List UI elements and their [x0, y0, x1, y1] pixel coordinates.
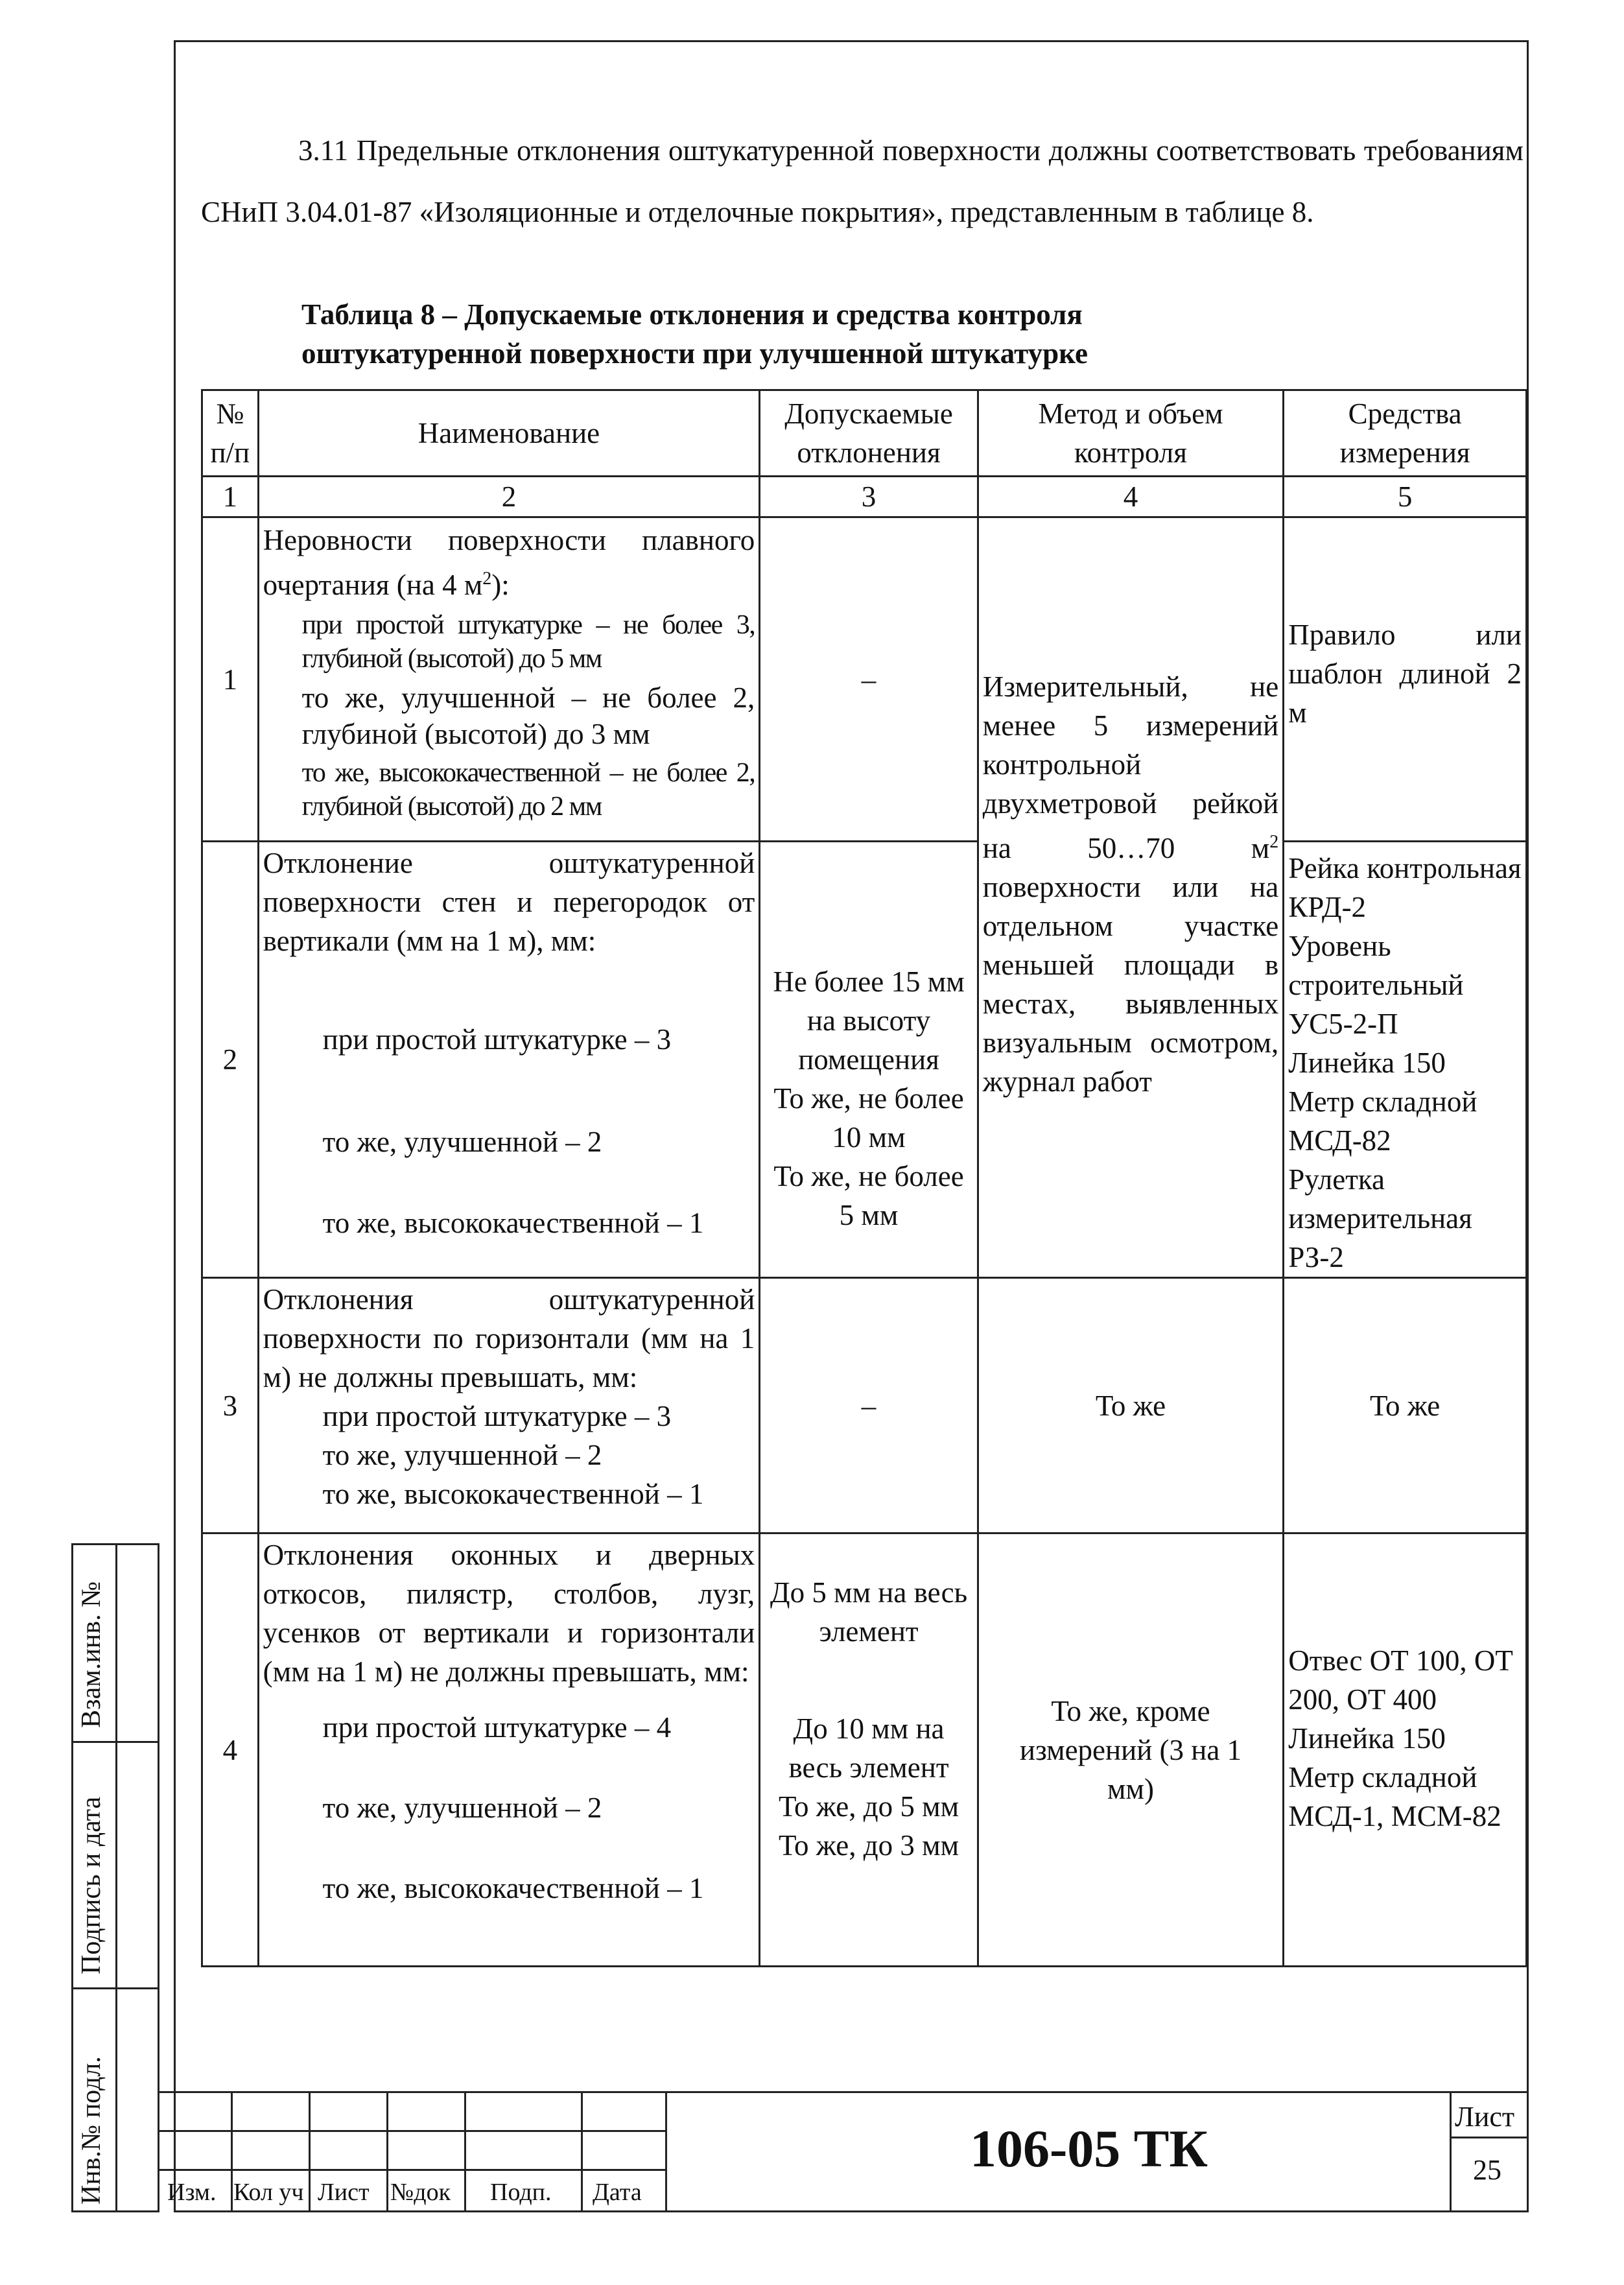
row-name-title: Отклонения оштукатуренной поверхности по горизонтали (мм на 1 м) не должны превышать, мм: — [263, 1283, 755, 1393]
header-name: Наименование — [258, 390, 760, 477]
row-name-item: при простой штукатурке – 4 — [322, 1711, 672, 1744]
intro-paragraph: 3.11 Предельные отклонения оштукатуренной поверхности должны соответствовать требованиям СНиП 3.04.01-87 «Изоляционные и отделочные покрытия», представленным в таблице 8. — [201, 134, 1524, 228]
row-name — [258, 517, 760, 842]
row-name — [258, 1533, 760, 1967]
col-number: 5 — [1284, 477, 1527, 517]
row-tools: То же — [1284, 1278, 1527, 1533]
table-caption — [301, 295, 1088, 373]
row-tools — [1284, 1533, 1527, 1967]
table-row — [202, 1533, 1527, 1967]
tools-item: Метр складной МСД-1, МСМ-82 — [1288, 1761, 1501, 1832]
tools-item: Метр складной МСД-82 — [1288, 1085, 1477, 1157]
tolerance-item: То же, до 5 мм — [778, 1790, 959, 1823]
row-name-item: то же, улучшенной – 2 — [322, 1126, 602, 1158]
row-name-item: то же, улучшенной – 2 — [322, 1792, 602, 1824]
stamp-rule — [665, 2091, 667, 2212]
side-stamp-rule — [71, 1987, 159, 1989]
tools-item: Уровень строительный УС5-2-П — [1288, 930, 1464, 1040]
row-name-title: Отклонения оконных и дверных откосов, пилястр, столбов, лузг, усенков от вертикали и горизонтали (мм на 1 м) не должны превышать, мм: — [263, 1539, 755, 1688]
row-name-item: то же, улучшенной – не более 2, глубиной (высотой) до 3 мм — [301, 681, 755, 750]
row-name-item: то же, улучшенной – 2 — [322, 1439, 602, 1471]
stamp-header: Изм. — [167, 2179, 217, 2206]
row-tolerance: – — [760, 517, 978, 842]
row-num: 1 — [202, 517, 259, 842]
stamp-rule — [464, 2091, 466, 2212]
stamp-rule — [309, 2091, 311, 2212]
col-number: 2 — [258, 477, 760, 517]
tolerance-item: То же, не более 10 мм — [773, 1082, 964, 1154]
header-method: Метод и объем контроля — [978, 390, 1283, 477]
row-name — [258, 1278, 760, 1533]
stamp-header: Подп. — [490, 2179, 552, 2206]
row-tolerance — [760, 1533, 978, 1967]
table-row — [202, 842, 1527, 1278]
side-label-replace-inv: Взам.инв. № — [76, 1581, 106, 1728]
row-num: 2 — [202, 842, 259, 1278]
row-tools — [1284, 842, 1527, 1278]
header-num: № п/п — [202, 390, 259, 477]
tolerance-item: Не более 15 мм на высоту помещения — [773, 965, 965, 1076]
row-name-item: при простой штукатурке – 3 — [322, 1023, 672, 1056]
row-num: 4 — [202, 1533, 259, 1967]
row-name-item: при простой штукатурке – не более 3, глубиной (высотой) до 5 мм — [301, 610, 755, 674]
table-header-row — [202, 390, 1527, 477]
tolerance-item: До 5 мм на весь элемент — [770, 1576, 968, 1648]
row-tolerance — [760, 842, 978, 1278]
tools-item: Линейка 150 — [1288, 1047, 1446, 1079]
stamp-header: №док — [390, 2179, 451, 2206]
row-tolerance: – — [760, 1278, 978, 1533]
tools-item: Рейка контрольная КРД-2 — [1288, 852, 1522, 923]
tools-item: Отвес ОТ 100, ОТ 200, ОТ 400 — [1288, 1644, 1513, 1716]
row-name-item: то же, высококачественной – 1 — [322, 1872, 704, 1904]
row-tools — [1284, 517, 1527, 842]
side-stamp-rule — [71, 1741, 159, 1743]
stamp-rule — [159, 2091, 1529, 2093]
tools-text: Правило или шаблон длиной 2 м — [1288, 619, 1522, 729]
header-tools: Средства измерения — [1284, 390, 1527, 477]
row-name-item: то же, высококачественной – не более 2, глубиной (высотой) до 2 мм — [301, 758, 755, 822]
document-code: 106-05 ТК — [970, 2119, 1208, 2178]
row-name-title: Отклонение оштукатуренной поверхности стен и перегородок от вертикали (мм на 1 м), мм: — [263, 847, 755, 957]
title-block — [159, 2091, 1529, 2212]
sheet-number: 25 — [1473, 2154, 1501, 2186]
stamp-rule — [1450, 2091, 1452, 2212]
deviations-table — [201, 389, 1527, 1967]
stamp-rule — [159, 2130, 665, 2132]
stamp-rule — [231, 2091, 233, 2212]
stamp-rule — [386, 2091, 388, 2212]
row-name-title: Неровности поверхности плавного очертания (на 4 $м^2$): — [263, 524, 755, 601]
method-text: Измерительный, не менее 5 измерений контрольной двухметровой рейкой на 50…70 $м^2$ поверхности или на отдельном участке меньшей площади в местах, выявленных визуальным осмотром, журнал работ — [982, 670, 1279, 1098]
side-label-inv-original: Инв.№ подл. — [76, 2056, 106, 2205]
caption-line-1: Таблица 8 – Допускаемые отклонения и средства контроля — [301, 298, 1083, 331]
stamp-header: Кол уч — [233, 2179, 304, 2206]
row-name-item: при простой штукатурке – 3 — [322, 1400, 672, 1432]
row-method: То же — [978, 1278, 1283, 1533]
row-num: 3 — [202, 1278, 259, 1533]
stamp-header: Дата — [593, 2179, 642, 2206]
row-name-item: то же, высококачественной – 1 — [322, 1207, 704, 1239]
header-tolerance: Допускаемые отклонения — [760, 390, 978, 477]
row-method-merged — [978, 517, 1283, 1278]
row-name — [258, 842, 760, 1278]
tools-item: Линейка 150 — [1288, 1722, 1446, 1755]
row-name-item: то же, высококачественной – 1 — [322, 1478, 704, 1510]
stamp-rule — [159, 2169, 665, 2171]
side-stamp-divider — [115, 1543, 117, 2212]
side-label-signature-date: Подпись и дата — [76, 1796, 106, 1974]
tolerance-item: То же, до 3 мм — [778, 1829, 959, 1862]
tolerance-item: До 10 мм на весь элемент — [788, 1712, 949, 1784]
row-method: То же, кроме измерений (3 на 1 мм) — [978, 1533, 1283, 1967]
tools-item: Рулетка измерительная РЗ-2 — [1288, 1163, 1472, 1273]
tolerance-item: То же, не более 5 мм — [773, 1160, 964, 1231]
col-number: 3 — [760, 477, 978, 517]
column-numbers-row — [202, 477, 1527, 517]
table-row — [202, 517, 1527, 842]
col-number: 4 — [978, 477, 1283, 517]
caption-line-2: оштукатуренной поверхности при улучшенной штукатурке — [301, 337, 1088, 370]
table-row — [202, 1278, 1527, 1533]
sheet-label: Лист — [1455, 2101, 1515, 2133]
col-number: 1 — [202, 477, 259, 517]
stamp-rule — [581, 2091, 583, 2212]
stamp-rule — [1450, 2137, 1529, 2138]
stamp-header: Лист — [318, 2179, 370, 2206]
